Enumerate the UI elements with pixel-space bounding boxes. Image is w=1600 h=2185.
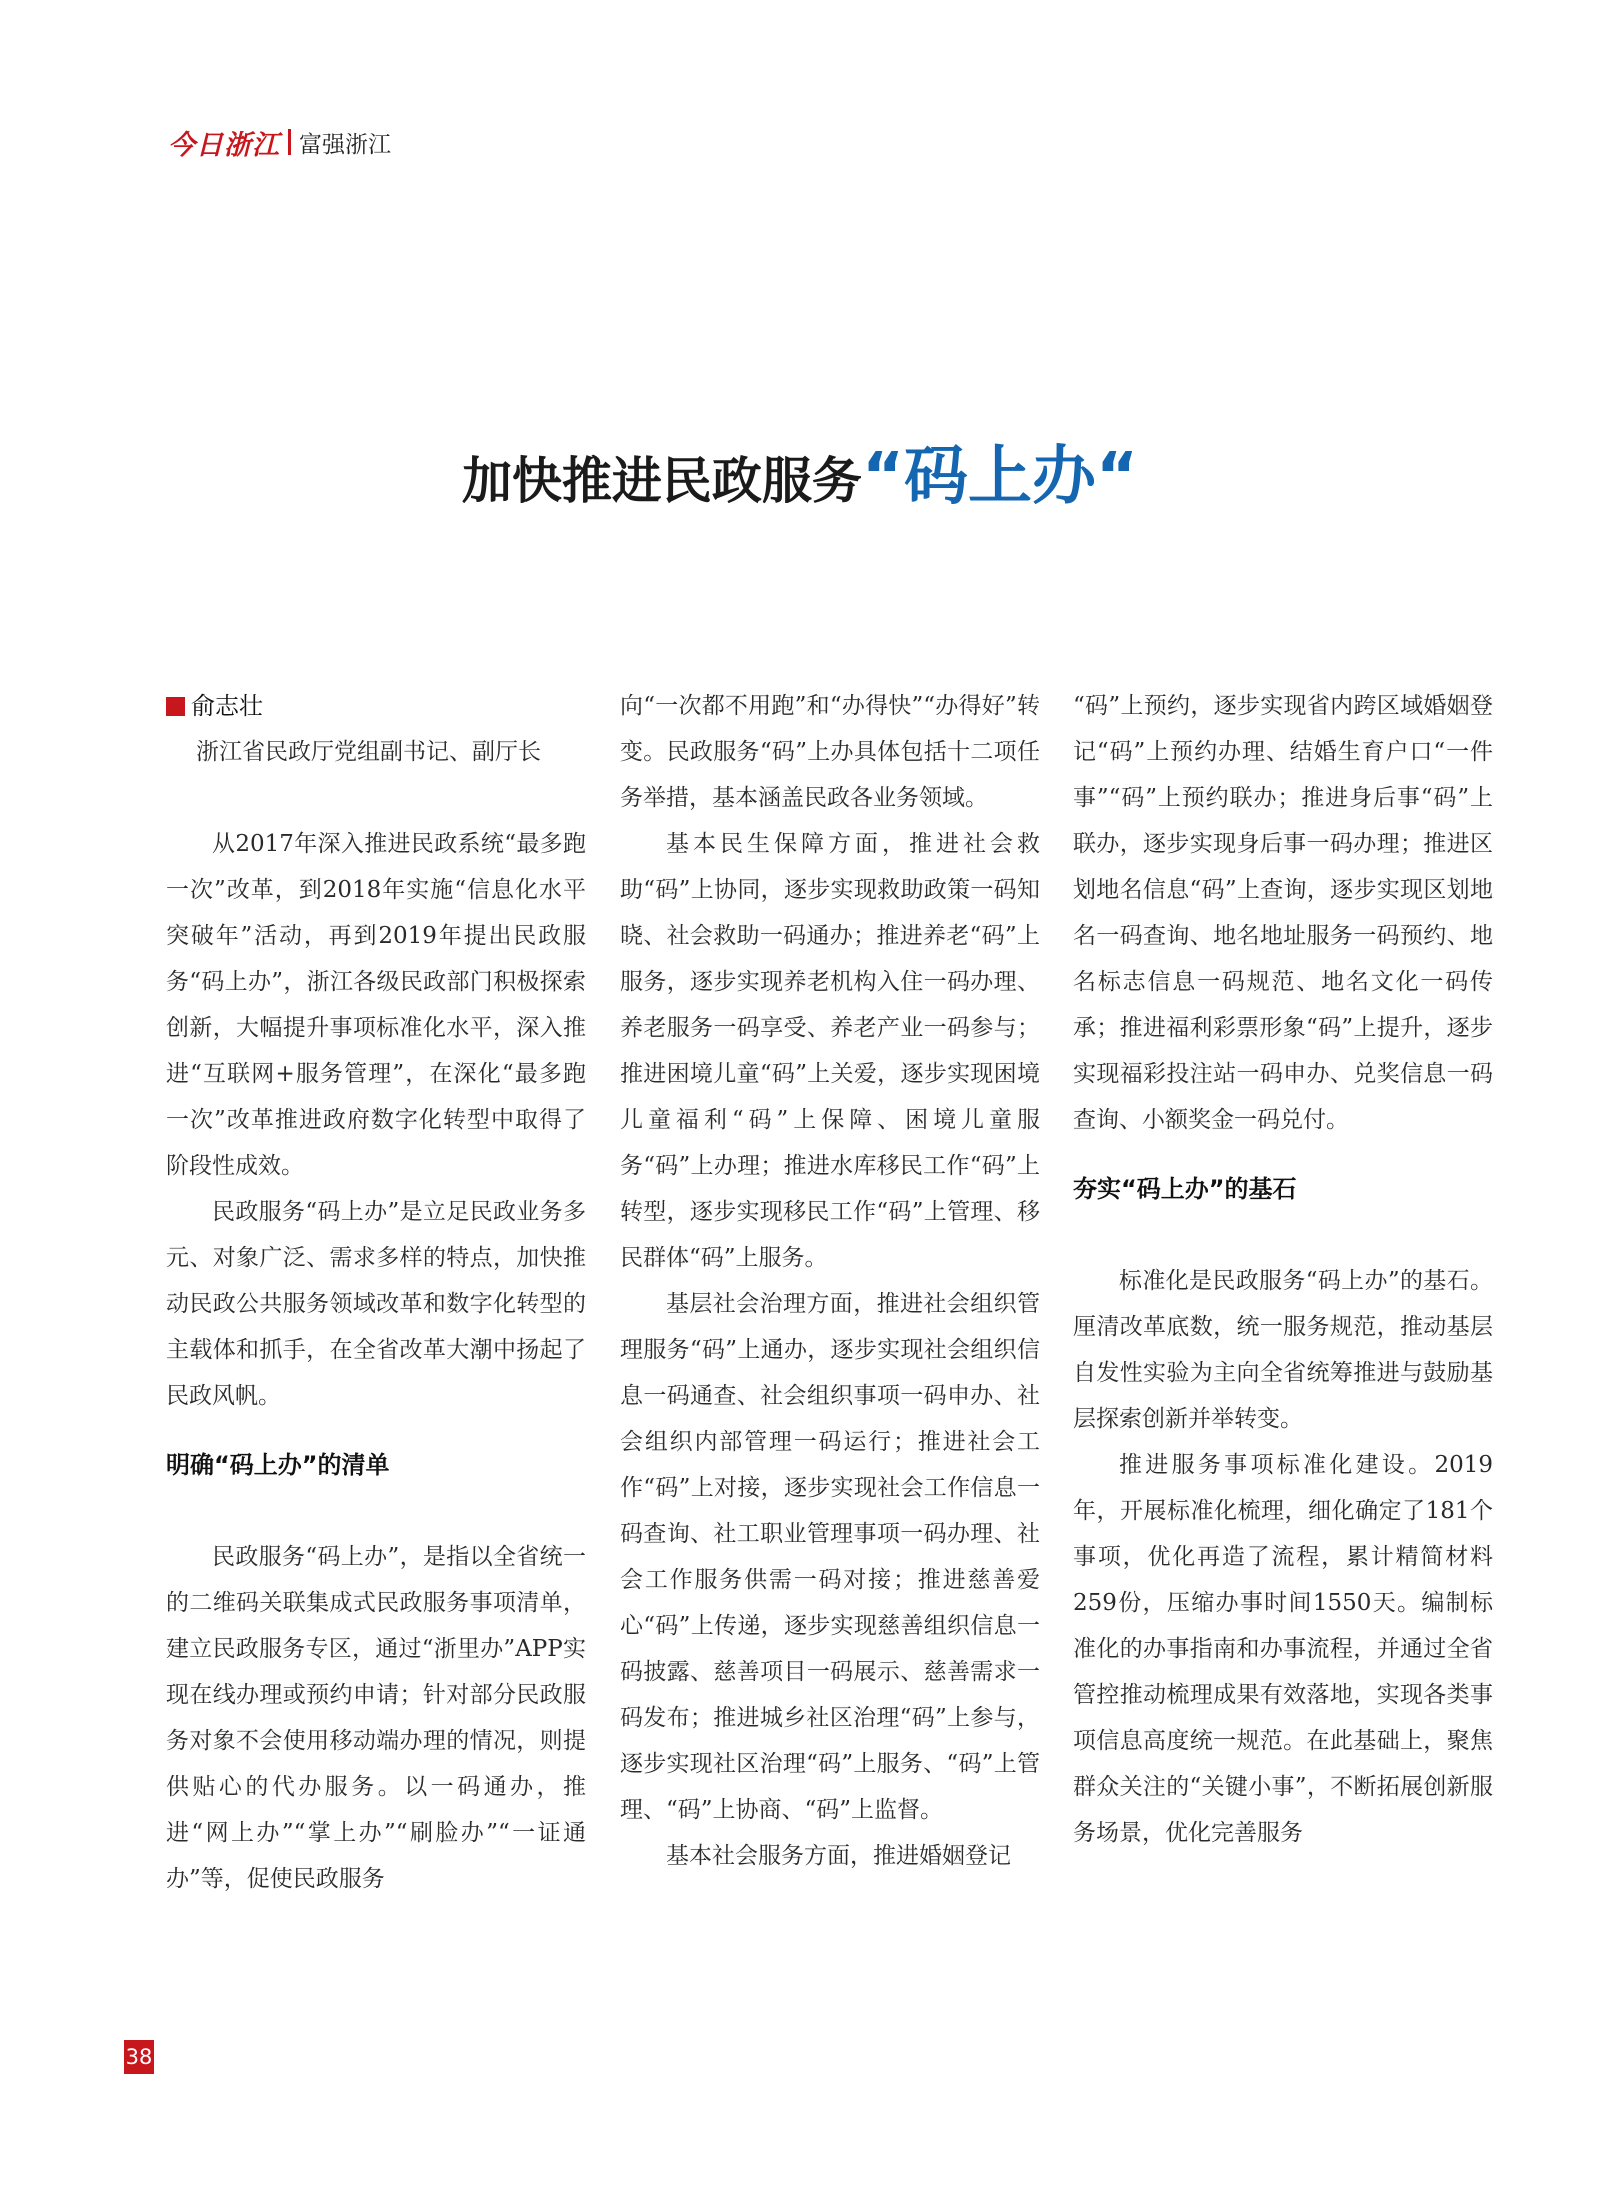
author-marker-icon <box>166 697 185 716</box>
section-heading: 夯实“码上办”的基石 <box>1073 1175 1297 1203</box>
page-header <box>168 124 391 160</box>
section-name: 富强浙江 <box>299 131 391 158</box>
author-line <box>166 683 586 729</box>
author-name: 俞志壮 <box>191 692 263 720</box>
page-number: 38 <box>124 2040 154 2074</box>
column-3 <box>1073 683 1493 1856</box>
paragraph: 基本民生保障方面，推进社会救助“码”上协同，逐步实现救助政策一码知晓、社会救助一码通办；推进养老“码”上服务，逐步实现养老机构入住一码办理、养老服务一码享受、养老产业一码参与；推进困境儿童“码”上关爱，逐步实现困境儿童福利“码”上保障、困境儿童服务“码”上办理；推进水库移民工作“码”上转型，逐步实现移民工作“码”上管理、移民群体“码”上服务。 <box>620 831 1040 1271</box>
paragraph: 从2017年深入推进民政系统“最多跑一次”改革，到2018年实施“信息化水平突破年”活动，再到2019年提出民政服务“码上办”，浙江各级民政部门积极探索创新，大幅提升事项标准化水平，深入推进“互联网+服务管理”，在深化“最多跑一次”改革推进政府数字化转型中取得了阶段性成效。 <box>166 831 586 1179</box>
title-highlight: “码上办“ <box>861 440 1139 514</box>
article-title <box>0 425 1600 517</box>
paragraph: 推进服务事项标准化建设。2019年，开展标准化梳理，细化确定了181个事项，优化再造了流程，累计精简材料259份，压缩办事时间1550天。编制标准化的办事指南和办事流程，并通过全省管控推动梳理成果有效落地，实现各类事项信息高度统一规范。在此基础上，聚焦群众关注的“关键小事”，不断拓展创新服务场景，优化完善服务 <box>1073 1452 1493 1846</box>
paragraph: 民政服务“码上办”，是指以全省统一的二维码关联集成式民政服务事项清单，建立民政服务专区，通过“浙里办”APP实现在线办理或预约申请；针对部分民政服务对象不会使用移动端办理的情况，则提供贴心的代办服务。以一码通办，推进“网上办”“掌上办”“刷脸办”“一证通办”等，促使民政服务 <box>166 1544 586 1892</box>
spacer <box>166 775 586 821</box>
paragraph: “码”上预约，逐步实现省内跨区域婚姻登记“码”上预约办理、结婚生育户口“一件事”“码”上预约联办；推进身后事“码”上联办，逐步实现身后事一码办理；推进区划地名信息“码”上查询，逐步实现区划地名一码查询、地名地址服务一码预约、地名标志信息一码规范、地名文化一码传承；推进福利彩票形象“码”上提升，逐步实现福彩投注站一码申办、兑奖信息一码查询、小额奖金一码兑付。 <box>1073 693 1493 1133</box>
magazine-logo: 今日浙江 <box>168 129 280 161</box>
section-heading: 明确“码上办”的清单 <box>166 1451 390 1479</box>
paragraph: 基本社会服务方面，推进婚姻登记 <box>666 1843 1011 1869</box>
title-prefix: 加快推进民政服务 <box>461 451 862 510</box>
header-divider <box>288 129 291 155</box>
paragraph: 标准化是民政服务“码上办”的基石。厘清改革底数，统一服务规范，推动基层自发性实验为主向全省统筹推进与鼓励基层探索创新并举转变。 <box>1073 1268 1493 1432</box>
column-1 <box>166 683 586 1902</box>
paragraph: 基层社会治理方面，推进社会组织管理服务“码”上通办，逐步实现社会组织信息一码通查、社会组织事项一码申办、社会组织内部管理一码运行；推进社会工作“码”上对接，逐步实现社会工作信息一码查询、社工职业管理事项一码办理、社会工作服务供需一码对接；推进慈善爱心“码”上传递，逐步实现慈善组织信息一码披露、慈善项目一码展示、慈善需求一码发布；推进城乡社区治理“码”上参与，逐步实现社区治理“码”上服务、“码”上管理、“码”上协商、“码”上监督。 <box>620 1291 1040 1823</box>
paragraph: 向“一次都不用跑”和“办得快”“办得好”转变。民政服务“码”上办具体包括十二项任务举措，基本涵盖民政各业务领域。 <box>620 693 1040 811</box>
author-position: 浙江省民政厅党组副书记、副厅长 <box>196 739 541 765</box>
paragraph: 民政服务“码上办”是立足民政业务多元、对象广泛、需求多样的特点，加快推动民政公共服务领域改革和数字化转型的主载体和抓手，在全省改革大潮中扬起了民政风帆。 <box>166 1199 586 1409</box>
column-2 <box>620 683 1040 1879</box>
